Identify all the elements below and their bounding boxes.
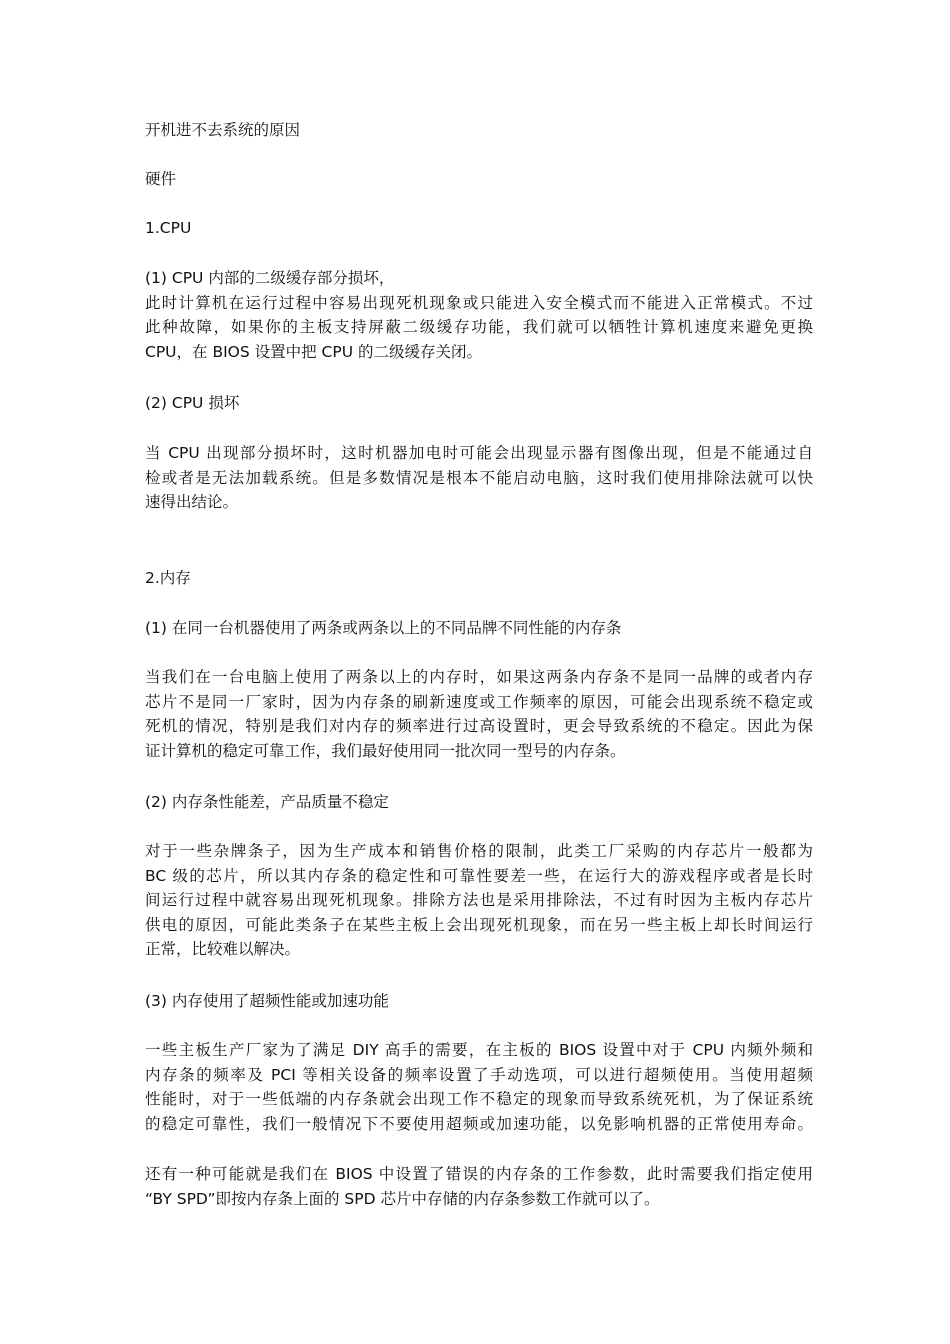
- memory-item-2-line-5: 正常，比较难以解决。: [145, 940, 301, 958]
- cpu-item-2-title: [145, 391, 813, 416]
- memory-item-3-title-text: (3) 内存使用了超频性能或加速功能: [145, 992, 389, 1010]
- cpu-item-1-line-3: CPU，在 BIOS 设置中把 CPU 的二级缓存关闭。: [145, 342, 482, 361]
- memory-item-2-line-2: BC 级的芯片，所以其内存条的稳定性和可靠性要差一些，在运行大的游戏程序或者是长时: [145, 866, 813, 885]
- memory-item-2-line-4: 供电的原因，可能此类条子在某些主板上会出现死机现象，而在另一些主板上却长时间运行: [145, 915, 813, 934]
- cpu-heading: [145, 216, 813, 241]
- memory-heading-text: 2.内存: [145, 569, 191, 587]
- memory-note-line-1: 还有一种可能就是我们在 BIOS 中设置了错误的内存条的工作参数，此时需要我们指定使用: [145, 1165, 813, 1183]
- cpu-heading-text: 1.CPU: [145, 219, 192, 237]
- memory-item-3-line-3: 性能时，对于一些低端的内存条就会出现工作不稳定的现象而导致系统死机，为了保证系统: [145, 1090, 813, 1108]
- memory-item-3-title: [145, 989, 813, 1014]
- memory-item-1-title: [145, 616, 813, 641]
- cpu-item-1-line-1: 此时计算机在运行过程中容易出现死机现象或只能进入安全模式而不能进入正常模式。不过: [145, 293, 813, 312]
- section-heading-hardware: [145, 167, 813, 192]
- memory-item-1-title-text: (1) 在同一台机器使用了两条或两条以上的不同品牌不同性能的内存条: [145, 619, 622, 637]
- memory-item-3-line-1: 一些主板生产厂家为了满足 DIY 高手的需要，在主板的 BIOS 设置中对于 CPU 内频外频和: [145, 1041, 813, 1059]
- cpu-item-2-line-1: 当 CPU 出现部分损坏时，这时机器加电时可能会出现显示器有图像出现，但是不能通过自: [145, 444, 813, 462]
- memory-item-2-title-text: (2) 内存条性能差，产品质量不稳定: [145, 793, 389, 811]
- cpu-item-2-line-3: 速得出结论。: [145, 493, 239, 511]
- memory-item-2-title: [145, 790, 813, 815]
- cpu-item-1: [145, 266, 813, 364]
- memory-item-3-line-4: 的稳定可靠性，我们一般情况下不要使用超频或加速功能，以免影响机器的正常使用寿命。: [145, 1114, 813, 1133]
- cpu-item-2-body: [145, 441, 813, 515]
- memory-item-1-line-4: 证计算机的稳定可靠工作，我们最好使用同一批次同一型号的内存条。: [145, 741, 626, 760]
- memory-note: [145, 1162, 813, 1211]
- title-text: 开机进不去系统的原因: [145, 121, 301, 139]
- cpu-item-2-line-2: 检或者是无法加载系统。但是多数情况是根本不能启动电脑，这时我们使用排除法就可以快: [145, 468, 813, 487]
- memory-item-3-body: [145, 1038, 813, 1136]
- memory-note-line-2: “BY SPD”即按内存条上面的 SPD 芯片中存储的内存条参数工作就可以了。: [145, 1189, 660, 1208]
- memory-heading: [145, 566, 813, 591]
- memory-item-1-line-1: 当我们在一台电脑上使用了两条以上的内存时，如果这两条内存条不是同一品牌的或者内存: [145, 668, 813, 686]
- memory-item-3-line-2: 内存条的频率及 PCI 等相关设备的频率设置了手动选项，可以进行超频使用。当使用超频: [145, 1065, 813, 1084]
- memory-item-1-body: [145, 665, 813, 763]
- cpu-item-1-line-2: 此种故障，如果你的主板支持屏蔽二级缓存功能，我们就可以牺牲计算机速度来避免更换: [145, 318, 813, 336]
- memory-item-2-line-3: 间运行过程中就容易出现死机现象。排除方法也是采用排除法，不过有时因为主板内存芯片: [145, 891, 813, 909]
- cpu-item-1-title: (1) CPU 内部的二级缓存部分损坏，: [145, 269, 395, 287]
- memory-item-2-line-1: 对于一些杂牌条子，因为生产成本和销售价格的限制，此类工厂采购的内存芯片一般都为: [145, 842, 813, 860]
- section-heading-text: 硬件: [145, 170, 177, 188]
- cpu-item-2-title-text: (2) CPU 损坏: [145, 394, 240, 412]
- document-title: [145, 118, 813, 143]
- memory-item-2-body: [145, 839, 813, 962]
- memory-item-1-line-3: 死机的情况，特别是我们对内存的频率进行过高设置时，更会导致系统的不稳定。因此为保: [145, 717, 813, 735]
- memory-item-1-line-2: 芯片不是同一厂家时，因为内存条的刷新速度或工作频率的原因，可能会出现系统不稳定或: [145, 692, 813, 711]
